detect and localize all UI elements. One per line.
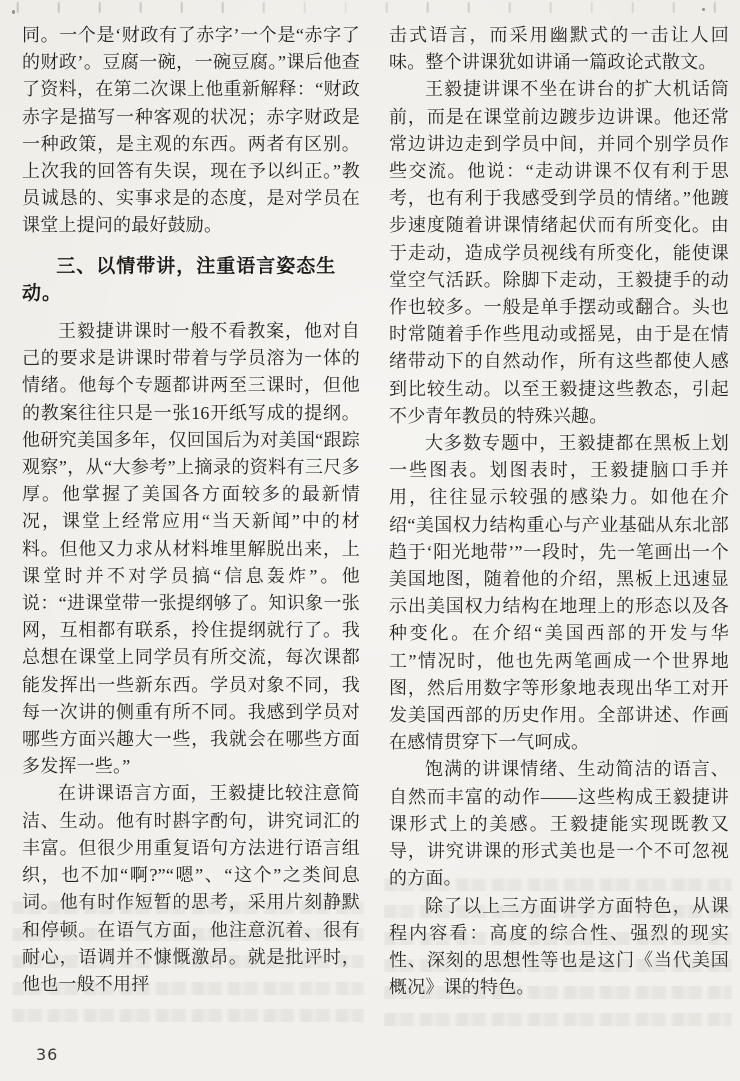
paragraph-lecture-language: 在讲课语言方面，王毅捷比较注意简洁、生动。他有时斟字酌句，讲究词汇的丰富。但很少用重复语句方法进行语言组织，也不加“啊?”“嗯”、“这个”之类间息词。他有时作短暂的思考，采用片刻静默和停顿。在语气方面，他注意沉着、很有耐心，语调并不慷慨激昂。就是批评时，他也一般不用抨 <box>22 783 360 994</box>
paragraph-continuation-humor: 击式语言，而采用幽默式的一击让人回味。整个讲课犹如讲诵一篇政论式散文。 <box>389 25 729 73</box>
right-column <box>389 22 729 1001</box>
paragraph-lecture-aesthetics: 饱满的讲课情绪、生动简洁的语言、自然而丰富的动作——这些构成王毅捷讲课形式上的美感。王毅捷能实现既教又导，讲究讲课的形式美也是一个不可忽视的方面。 <box>389 759 729 889</box>
show-through-artifact-left <box>12 901 364 1033</box>
paragraph-no-lesson-plan: 王毅捷讲课时一般不看教案，他对自己的要求是讲课时带着与学员溶为一体的情绪。他每个专题都讲两至三课时，但他的教案往往只是一张16开纸写成的提纲。他研究美国多年，仅回国后为对美国“跟踪观察”，从“大参考”上摘录的资料有三尺多厚。他掌握了美国各方面较多的最新情况，课堂上经常应用“当天新闻”中的材料。但他又力求从材料堆里解脱出来，上课堂时并不对学员搞“信息轰炸”。他说：“进课堂带一张提纲够了。知识象一张网，互相都有联系，拎住提纲就行了。我总想在课堂上同学员有所交流，每次课都能发挥出一些新东西。学员对象不同，我每一次讲的侧重有所不同。我感到学员对哪些方面兴趣大一些，我就会在哪些方面多发挥一些。” <box>22 321 360 777</box>
show-through-artifact-right <box>384 878 732 1038</box>
scan-speck <box>702 8 705 11</box>
scan-speck <box>12 10 15 14</box>
page-number: 36 <box>36 1045 59 1064</box>
scan-noise-top-edge <box>0 2 740 13</box>
paragraph-blackboard-charts: 大多数专题中，王毅捷都在黑板上划一些图表。划图表时，王毅捷脑口手并用，往往显示较强的感染力。如他在介绍“美国权力结构重心与产业基础从东北部趋于‘阳光地带’”一段时，先一笔画出一个美国地图，随着他的介绍，黑板上迅速显示出美国权力结构在地理上的形态以及各种变化。在介绍“美国西部的开发与华工”情况时，他也先两笔画成一个世界地图，然后用数字等形象地表现出华工对开发美国西部的历史作用。全部讲述、作画在感情贯穿下一气呵成。 <box>389 433 729 753</box>
section-heading-3: 三、以情带讲，注重语言姿态生动。 <box>22 255 337 304</box>
left-column <box>22 22 360 998</box>
paragraph-course-characteristics: 除了以上三方面讲学方面特色，从课程内容看：高度的综合性、强烈的现实性、深刻的思想性等也是这门《当代美国概况》课的特色。 <box>389 895 729 998</box>
paragraph-continuation-deficit-finance: 同。一个是‘财政有了赤字’一个是“赤字了的财政’。豆腐一碗，一碗豆腐。”课后他查了资料，在第二次课上他重新解释：“财政赤字是描写一种客观的状况；赤字财政是一种政策，是主观的东西。两者有区别。上次我的回答有失误，现在予以纠正。”教员诚恳的、实事求是的态度，是对学员在课堂上提问的最好鼓励。 <box>22 25 360 236</box>
paragraph-pacing-while-lecturing: 王毅捷讲课不坐在讲台的扩大机话筒前，而是在课堂前边踱步边讲课。他还常常边讲边走到学员中间，并同个别学员作些交流。他说：“走动讲课不仅有利于思考，也有利于我感受到学员的情绪。”他踱步速度随着讲课情绪起伏而有所变化。由于走动，造成学员视线有所变化，能使课堂空气活跃。除脚下走动，王毅捷手的动作也较多。一般是单手摆动或翻合。头也时常随着手作些甩动或摇晃，由于是在情绪带动下的自然动作，所有这些都使人感到比较生动。以至王毅捷这些教态，引起不少青年教员的特殊兴趣。 <box>389 79 729 426</box>
